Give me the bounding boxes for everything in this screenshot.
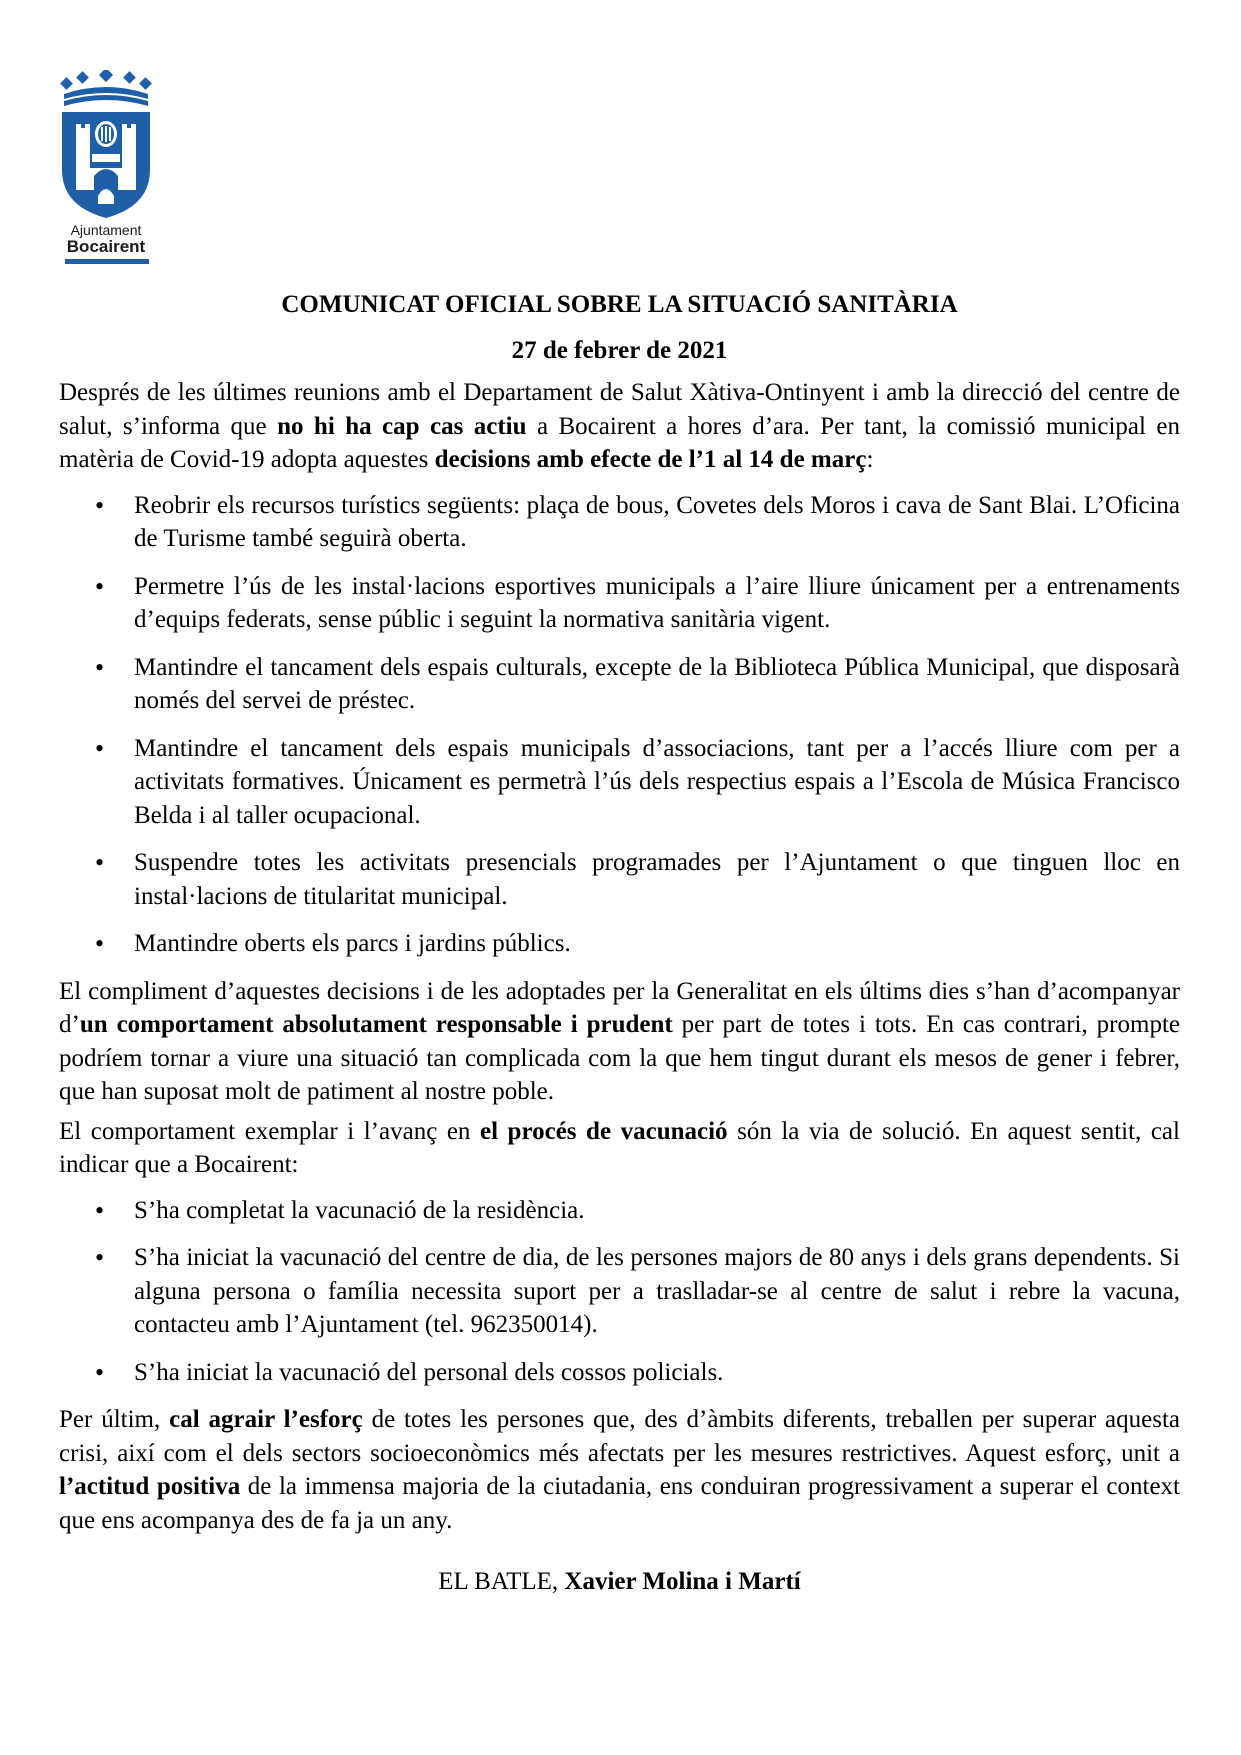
vaccination-bold-1: el procés de vacunació	[479, 1117, 728, 1145]
list-item: • Permetre l’ús de les instal·lacions esportives municipals a l’aire lliure únicament per a entrenaments d’equips federats, sense públic i seguint la normativa sanitària vigent.	[59, 570, 1180, 637]
compliance-bold-1: un comportament absolutament responsable i prudent	[79, 1011, 673, 1038]
intro-paragraph	[59, 376, 1180, 477]
list-item: • Mantindre oberts els parcs i jardins públics.	[59, 927, 1180, 961]
list-item: • Mantindre el tancament dels espais municipals d’associacions, tant per a l’accés lliure com per a activitats formatives. Únicament es permetrà l’ús dels respectius espais a l’Escola de Música Francisco Belda i al taller ocupacional.	[59, 732, 1180, 833]
list-item: • S’ha completat la vacunació de la residència.	[59, 1194, 1180, 1228]
closing-text-3: de la immensa majoria de la ciutadania, ens conduiran progressivament a superar el context que ens acompanya des de fa ja un any.	[59, 1473, 1180, 1534]
decisions-list	[59, 489, 1180, 961]
intro-bold-2: decisions amb efecte de l’1 al 14 de març	[434, 446, 867, 473]
intro-bold-1: no hi ha cap cas actiu	[277, 412, 527, 440]
logo-ajuntament-text: Ajuntament	[70, 222, 142, 238]
vaccination-list	[59, 1194, 1180, 1390]
compliance-text-1: El compliment d’aquestes decisions i de les adoptades per la Generalitat en els últims dies s’han d’acompanyar d’	[59, 977, 1180, 1038]
intro-text-3: :	[866, 446, 874, 473]
list-item: • S’ha iniciat la vacunació del personal dels cossos policials.	[59, 1356, 1180, 1390]
vaccination-paragraph	[59, 1115, 1180, 1182]
document-date: 27 de febrer de 2021	[511, 337, 728, 364]
document-title: COMUNICAT OFICIAL SOBRE LA SITUACIÓ SANITÀRIA	[281, 291, 958, 318]
logo-town-name: Bocairent	[66, 237, 146, 256]
logo-underline	[65, 259, 149, 264]
document-body	[59, 286, 1180, 1599]
closing-bold-1: cal agrair l’esforç	[169, 1406, 363, 1433]
signature-role: EL BATLE,	[438, 1568, 565, 1595]
closing-paragraph	[59, 1403, 1180, 1537]
signature	[59, 1565, 1180, 1599]
signature-name: Xavier Molina i Martí	[564, 1568, 801, 1595]
list-item: • S’ha iniciat la vacunació del centre de dia, de les persones majors de 80 anys i dels grans dependents. Si alguna persona o família necessita suport per a traslladar-se al centre de salut i rebre la vacuna, contacteu amb l’Ajuntament (tel. 962350014).	[59, 1241, 1180, 1342]
intro-text-2: a Bocairent a hores d’ara. Per tant, la comissió municipal en matèria de Covid-19 adopta aquestes	[59, 412, 1180, 473]
closing-bold-2: l’actitud positiva	[59, 1473, 241, 1500]
list-item: • Reobrir els recursos turístics següents: plaça de bous, Covetes dels Moros i cava de Sant Blai. L’Oficina de Turisme també seguirà oberta.	[59, 489, 1180, 556]
vaccination-text-2: són la via de solució. En aquest sentit, cal indicar que a Bocairent:	[59, 1117, 1180, 1178]
closing-text-1: Per últim,	[59, 1406, 170, 1433]
municipal-logo	[56, 70, 156, 266]
intro-text-1: Després de les últimes reunions amb el Departament de Salut Xàtiva-Ontinyent i amb la direcció del centre de salut, s’informa que	[59, 379, 1180, 440]
vaccination-text-1: El comportament exemplar i l’avanç en	[59, 1117, 480, 1145]
closing-text-2: de totes les persones que, des d’àmbits diferents, treballen per superar aquesta crisi, així com el dels sectors socioeconòmics més afectats per les mesures restrictives. Aquest esforç, unit a	[59, 1406, 1181, 1467]
compliance-text-2: per part de totes i tots. En cas contrari, prompte podríem tornar a viure una situació tan complicada com la que hem tingut durant els mesos de gener i febrer, que han suposat molt de patiment al nostre poble.	[59, 1011, 1180, 1105]
list-item: • Suspendre totes les activitats presencials programades per l’Ajuntament o que tinguen lloc en instal·lacions de titularitat municipal.	[59, 846, 1180, 913]
compliance-paragraph	[59, 975, 1180, 1109]
list-item: • Mantindre el tancament dels espais culturals, excepte de la Biblioteca Pública Municipal, que disposarà només del servei de préstec.	[59, 651, 1180, 718]
coat-of-arms-icon	[56, 70, 156, 220]
